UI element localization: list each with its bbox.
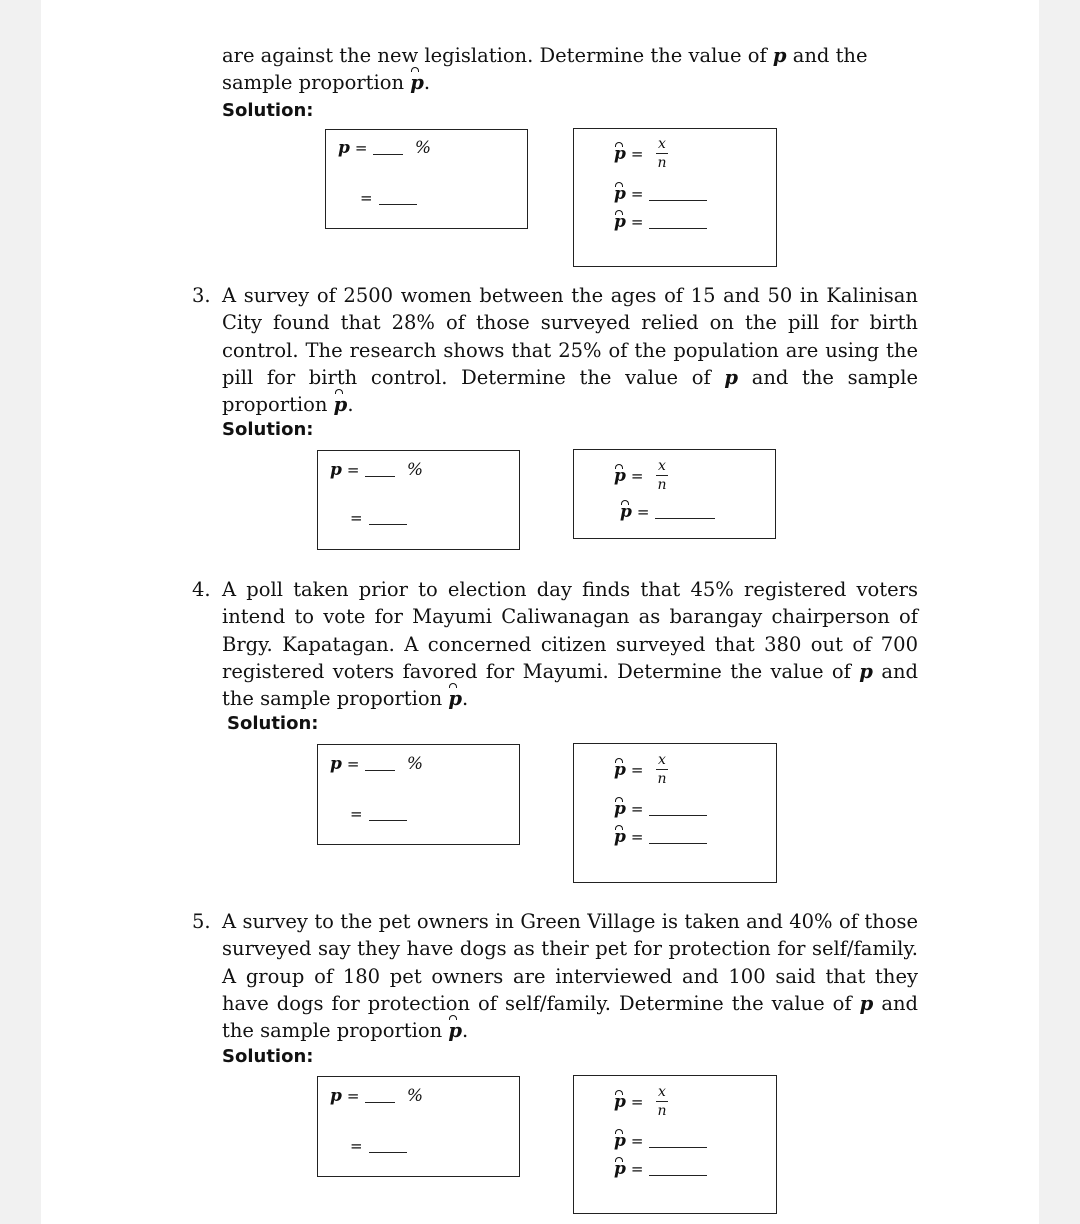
equals-sign: = — [350, 1137, 363, 1155]
equals-sign: = — [636, 503, 650, 521]
answer-blank[interactable] — [369, 524, 407, 525]
equals-sign: = — [360, 189, 373, 207]
problem-number: 4. — [192, 578, 211, 601]
equals-sign: = — [630, 145, 644, 163]
answer-blank[interactable] — [649, 1175, 707, 1176]
p-equation — [330, 460, 423, 480]
equals-sign: = — [630, 761, 644, 779]
problem-4-text — [192, 576, 918, 712]
percent-sign: % — [406, 1086, 424, 1106]
p-hat-symbol: p — [614, 466, 626, 486]
solution-label: Solution: — [222, 419, 314, 440]
p-symbol: p — [859, 991, 874, 1015]
n-symbol: n — [657, 771, 667, 787]
equals-sign: = — [346, 1087, 360, 1105]
problem-number: 5. — [192, 910, 211, 933]
p-symbol: p — [338, 138, 350, 158]
p-symbol: p — [859, 659, 873, 683]
answer-blank[interactable] — [365, 476, 395, 477]
x-over-n-fraction — [656, 136, 668, 171]
p-symbol: p — [330, 460, 342, 480]
p-hat-symbol: p — [334, 391, 348, 418]
answer-blank[interactable] — [649, 200, 707, 201]
x-over-n-fraction — [656, 458, 668, 493]
equals-sign: = — [630, 800, 644, 818]
p-hat-result — [614, 1159, 707, 1179]
p-hat-symbol: p — [620, 502, 632, 522]
intro-period: . — [423, 71, 431, 95]
problem-tail: and the sample proportion — [222, 659, 918, 711]
equals-sign: = — [630, 1160, 644, 1178]
equals-sign: = — [630, 213, 644, 231]
p-equation — [330, 1086, 423, 1106]
p-hat-symbol: p — [614, 212, 626, 232]
p-hat-symbol: p — [614, 1092, 626, 1112]
n-symbol: n — [657, 1103, 667, 1119]
intro-line1: are against the new legislation. Determine the value of — [222, 44, 767, 67]
p-hat-formula — [614, 466, 649, 486]
intro-line2: sample proportion — [222, 71, 405, 95]
n-symbol: n — [657, 477, 667, 493]
equals-sign: = — [630, 1093, 644, 1111]
p-hat-symbol: p — [614, 1159, 626, 1179]
p-hat-symbol: p — [614, 827, 626, 847]
equals-sign: = — [630, 1132, 644, 1150]
p-hat-formula — [614, 760, 649, 780]
p-hat-result — [614, 212, 707, 232]
problem-period: . — [462, 687, 469, 711]
p-hat-symbol: p — [448, 685, 462, 712]
x-symbol: x — [658, 1084, 666, 1100]
problem-period: . — [462, 1019, 469, 1043]
p-hat-result — [620, 502, 715, 522]
problem-5-text — [192, 908, 919, 1044]
equals-sign: = — [630, 828, 644, 846]
p-symbol: p — [724, 365, 739, 389]
answer-blank[interactable] — [373, 154, 403, 155]
problem-number: 3. — [192, 284, 211, 307]
answer-blank[interactable] — [369, 1152, 407, 1153]
answer-blank[interactable] — [649, 228, 707, 229]
equals-sign: = — [350, 509, 363, 527]
problem-2-text-tail — [222, 42, 918, 97]
intro-and-the: and the — [792, 44, 868, 67]
percent-sign: % — [406, 460, 424, 480]
equals-sign: = — [346, 755, 360, 773]
answer-blank[interactable] — [365, 770, 395, 771]
equals-sign: = — [346, 461, 360, 479]
problem-tail: and the sample proportion — [222, 365, 919, 417]
answer-blank[interactable] — [649, 843, 707, 844]
x-symbol: x — [658, 136, 666, 152]
equals-sign: = — [350, 805, 363, 823]
p-hat-substitution — [614, 184, 707, 204]
p-hat-answer-box — [573, 449, 776, 539]
problem-body: A survey to the pet owners in Green Village is taken and 40% of those surveyed say they have dogs as their pet for protection for self/family. A group of 180 pet owners are interviewed and 100 said that they have dogs for protection of self/family. Determine the value of — [222, 910, 918, 1015]
p-decimal-equation — [350, 1136, 407, 1156]
p-symbol: p — [330, 754, 342, 774]
p-hat-result — [614, 827, 707, 847]
problem-period: . — [347, 393, 354, 417]
equals-sign: = — [354, 139, 368, 157]
p-hat-symbol: p — [614, 184, 626, 204]
answer-blank[interactable] — [649, 815, 707, 816]
solution-label: Solution: — [227, 713, 319, 734]
n-symbol: n — [657, 155, 667, 171]
p-hat-symbol: p — [614, 144, 626, 164]
p-hat-symbol: p — [614, 799, 626, 819]
p-symbol: p — [772, 44, 787, 67]
problem-tail: and the sample proportion — [222, 991, 919, 1043]
percent-sign: % — [406, 754, 424, 774]
problem-3-text — [192, 282, 919, 418]
answer-blank[interactable] — [369, 820, 407, 821]
p-hat-formula — [614, 144, 649, 164]
p-hat-substitution — [614, 799, 707, 819]
p-equation — [338, 138, 431, 158]
p-hat-symbol: p — [614, 1131, 626, 1151]
solution-label: Solution: — [222, 1046, 314, 1067]
x-symbol: x — [658, 752, 666, 768]
p-decimal-equation — [360, 188, 417, 208]
p-hat-formula — [614, 1092, 649, 1112]
p-hat-symbol: p — [614, 760, 626, 780]
p-hat-substitution — [614, 1131, 707, 1151]
answer-blank[interactable] — [649, 1147, 707, 1148]
p-hat-symbol: p — [410, 69, 424, 96]
x-over-n-fraction — [656, 1084, 668, 1119]
answer-blank[interactable] — [365, 1102, 395, 1103]
p-equation — [330, 754, 423, 774]
p-symbol: p — [330, 1086, 342, 1106]
p-decimal-equation — [350, 804, 407, 824]
answer-blank[interactable] — [379, 204, 417, 205]
x-symbol: x — [658, 458, 666, 474]
problem-body: A poll taken prior to election day finds that 45% registered voters intend to vote for Mayumi Caliwanagan as barangay chairperson of Brgy. Kapatagan. A concerned citizen surveyed that 380 out of 700 registered voters favored for Mayumi. Determine the value of — [222, 578, 918, 683]
answer-blank[interactable] — [655, 518, 715, 519]
solution-label: Solution: — [222, 100, 314, 121]
percent-sign: % — [414, 138, 432, 158]
problem-body: A survey of 2500 women between the ages of 15 and 50 in Kalinisan City found that 28% of those surveyed relied on the pill for birth control. The research shows that 25% of the population are using the pill for birth control. Determine the value of — [222, 284, 918, 389]
equals-sign: = — [630, 185, 644, 203]
equals-sign: = — [630, 467, 644, 485]
p-decimal-equation — [350, 508, 407, 528]
x-over-n-fraction — [656, 752, 668, 787]
p-hat-symbol: p — [448, 1017, 462, 1044]
